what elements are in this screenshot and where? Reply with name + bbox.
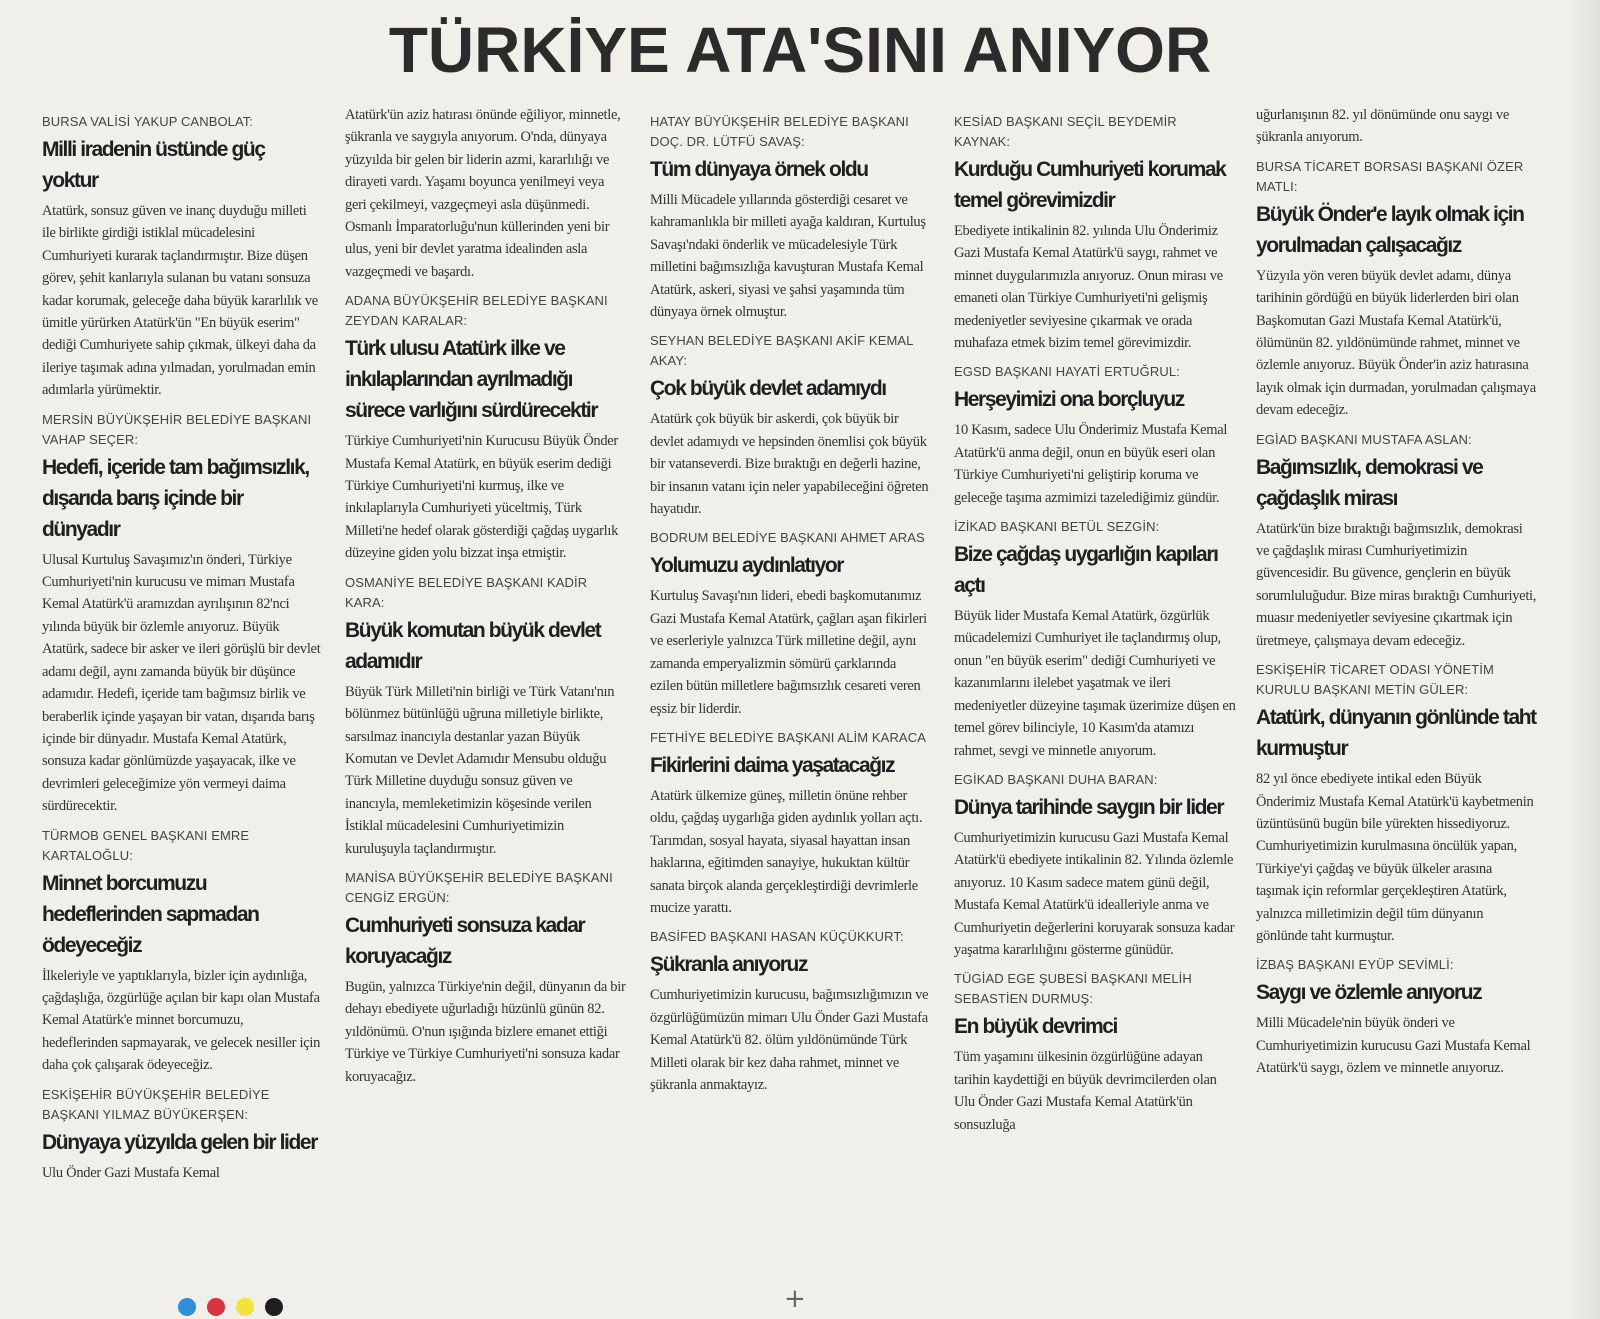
article-title: Hedefi, içeride tam bağımsızlık, dışarıda barış içinde bir dünyadır	[42, 455, 309, 541]
article-body: Milli Mücadele yıllarında gösterdiği cesaret ve kahramanlıkla bir milleti ayağa kaldıran, Kurtuluş Savaşı'ndaki önderlik ve mücadelesiyle Türk milletini bağımsızlığa kavuşturan Mustafa Kemal Atatürk, askeri, siyasi ve şahsi yaşamında tüm dünyaya örnek olmuştur.	[650, 192, 926, 321]
article	[650, 728, 932, 919]
column-4	[954, 104, 1236, 1269]
article-title: Bize çağdaş uygarlığın kapıları açtı	[954, 543, 1218, 598]
article-kicker: İZBAŞ BAŞKANI EYÜP SEVİMLİ:	[1256, 957, 1454, 973]
article-body: Tüm yaşamını ülkesinin özgürlüğüne adayan tarihin kaydettiği en büyük devrimcilerden olan Ulu Önder Gazi Mustafa Kemal Atatürk'ün sonsuzluğa	[954, 1049, 1217, 1133]
article-kicker: EGİKAD BAŞKANI DUHA BARAN:	[954, 771, 1158, 787]
article	[42, 112, 322, 402]
article	[1256, 660, 1538, 947]
article-body: Ulu Önder Gazi Mustafa Kemal	[42, 1164, 220, 1181]
article-body: 82 yıl önce ebediyete intikal eden Büyük Önderimiz Mustafa Kemal Atatürk'ü kaybetmenin üzüntüsünü bugün bile yürekten hissediyoruz. Cumhuriyetimizin kurulmasına öncülük yapan, Türkiye'yi çağdaş ve büyük ülkeler arasına taşımak için reformlar gerçekleştiren Atatürk, yalnızca milletimizin değil tüm dünyanın gönlünde taht kurmuştur.	[1256, 771, 1534, 944]
article	[345, 573, 627, 860]
article-title: Dünyaya yüzyılda gelen bir lider	[42, 1130, 317, 1154]
article-title: Milli iradenin üstünde güç yoktur	[42, 138, 265, 192]
article	[345, 291, 627, 564]
black-registration-dot	[265, 1298, 283, 1316]
article	[42, 826, 322, 1077]
article	[650, 331, 932, 520]
article-body: 10 Kasım, sadece Ulu Önderimiz Mustafa Kemal Atatürk'ü anma değil, onun en büyük eseri olan Türkiye Cumhuriyeti'ni geliştirip koruma ve geleceğe taşıma azmimizi tazelediğimiz gündür.	[954, 422, 1228, 506]
article-kicker: EGSD BAŞKANI HAYATİ ERTUĞRUL:	[954, 364, 1180, 380]
article	[1256, 955, 1538, 1079]
article-title: Dünya tarihinde saygın bir lider	[954, 795, 1224, 819]
magenta-registration-dot	[207, 1298, 225, 1316]
article-body-continued: Atatürk'ün aziz hatırası önünde eğiliyor, minnetle, şükranla ve saygıyla anıyorum. O'nda, dünyaya yüzyılda bir gelen bir liderin azmi, kararlılığı ve dirayeti vardı. Yaşamı boyunca yenilmeyi veya geri çekilmeyi, vazgeçmeyi asla düşünmedi. Osmanlı İmparatorluğu'nun küllerinden yeni bir ulus, yeni bir devlet yaratma idealinden asla vazgeçmedi ve başardı.	[345, 107, 621, 280]
yellow-registration-dot	[236, 1298, 254, 1316]
article-body-continued: uğurlanışının 82. yıl dönümünde onu saygı ve şükranla anıyorum.	[1256, 107, 1510, 146]
article-title: Herşeyimizi ona borçluyuz	[954, 388, 1184, 412]
article-body: Atatürk ülkemize güneş, milletin önüne rehber oldu, çağdaş uygarlığa giden aydınlık yolları açtı. Tarımdan, sosyal hayata, siyasal hayattan insan haklarına, eğitimden sanayiye, hukuktan kültür sanata birçok alanda gerçekleştirdiği devrimlerle mucize yarattı.	[650, 787, 923, 916]
column-1	[42, 104, 322, 1269]
article-body: Milli Mücadele'nin büyük önderi ve Cumhuriyetimizin kurucusu Gazi Mustafa Kemal Atatürk'ü saygı, özlem ve minnetle anıyoruz.	[1256, 1015, 1531, 1077]
article-title: Kurduğu Cumhuriyeti korumak temel görevimizdir	[954, 158, 1226, 212]
article-kicker: TÜRMOB GENEL BAŞKANI EMRE KARTALOĞLU:	[42, 827, 250, 863]
article-body: Atatürk, sonsuz güven ve inanç duyduğu milleti ile birlikte girdiği istiklal mücadelesini Cumhuriyeti kurarak taçlandırmıştır. Bize düşen görev, şehit kanlarıyla sulanan bu vatanı sonsuza kadar korumak, geleceğe daha büyük kararlılık ve ümitle yürürken Atatürk'ün "En büyük eserim" dediği Cumhuriyete sahip çıkmak, ülkeyi daha da ileriye taşımak adına yılmadan, yorulmadan emin adımlarla yürümektir.	[42, 203, 318, 399]
cyan-registration-dot	[178, 1298, 196, 1316]
article-title: Saygı ve özlemle anıyoruz	[1256, 981, 1482, 1005]
article	[954, 362, 1236, 509]
article-kicker: İZİKAD BAŞKANI BETÜL SEZGİN:	[954, 519, 1160, 535]
article-title: Fikirlerini daima yaşatacağız	[650, 753, 895, 777]
article	[42, 1085, 322, 1184]
column-2	[345, 104, 627, 1269]
article-kicker: BASİFED BAŞKANI HASAN KÜÇÜKKURT:	[650, 929, 904, 945]
article-kicker: BURSA VALİSİ YAKUP CANBOLAT:	[42, 114, 254, 129]
article-kicker: MANİSA BÜYÜKŞEHİR BELEDİYE BAŞKANI CENGİZ ERGÜN:	[345, 869, 613, 905]
article-body: İlkeleriyle ve yaptıklarıyla, bizler için aydınlığa, çağdaşlığa, özgürlüğe açılan bir kapı olan Mustafa Kemal Atatürk'e minnet borcumuzu, hedeflerinden sapmayarak, ve gelecek nesiller için daha çok çalışarak ödeyeceğiz.	[42, 967, 321, 1074]
column-3	[650, 104, 932, 1269]
article	[650, 528, 932, 719]
article-kicker: ESKİŞEHİR BÜYÜKŞEHİR BELEDİYE BAŞKANI YILMAZ BÜYÜKERŞEN:	[42, 1086, 270, 1122]
article-kicker: EGİAD BAŞKANI MUSTAFA ASLAN:	[1256, 431, 1472, 447]
article-title: Minnet borcumuzu hedeflerinden sapmadan ödeyeceğiz	[42, 871, 259, 957]
article-title: Çok büyük devlet adamıydı	[650, 377, 886, 401]
article-title: Yolumuzu aydınlatıyor	[650, 554, 844, 578]
article	[345, 104, 627, 283]
article-kicker: SEYHAN BELEDİYE BAŞKANI AKİF KEMAL AKAY:	[650, 333, 914, 369]
article-body: Atatürk çok büyük bir askerdi, çok büyük bir devlet adamıydı ve hepsinden önemlisi çok büyük bir vatanseverdi. Bize bıraktığı en değerli hazine, bir insanın vatanı için neler yapabileceğini öğreten hayatıdır.	[650, 411, 929, 518]
article-body: Bugün, yalnızca Türkiye'nin değil, dünyanın da bir dehayı ebediyete uğurladığı hüzünlü günün 82. yıldönümü. O'nun ışığında bizlere emanet ettiği Türkiye ve Türkiye Cumhuriyeti'ni sonsuza kadar koruyacağız.	[345, 978, 626, 1085]
article	[954, 770, 1236, 961]
article-title: Tüm dünyaya örnek oldu	[650, 158, 868, 181]
article-kicker: FETHİYE BELEDİYE BAŞKANI ALİM KARACA	[650, 729, 926, 745]
article	[954, 517, 1236, 762]
article-title: Atatürk, dünyanın gönlünde taht kurmuştur	[1256, 706, 1536, 761]
article-kicker: BODRUM BELEDİYE BAŞKANI AHMET ARAS	[650, 530, 925, 546]
article-kicker: HATAY BÜYÜKŞEHİR BELEDİYE BAŞKANI DOÇ. DR. LÜTFÜ SAVAŞ:	[650, 114, 909, 149]
article-body: Büyük lider Mustafa Kemal Atatürk, özgürlük mücadelemizi Cumhuriyet ile taçlandırmış olup, onun "en büyük eserim" dediği Cumhuriyeti ve kazanımlarını ilelebet yaşatmak ve ileri medeniyetler düzeyine taşımak üzerimize düşen en temel görev bilinciyle, 10 Kasım'da atamızı rahmet, sevgi ve minnetle anıyorum.	[954, 608, 1236, 759]
article-kicker: ADANA BÜYÜKŞEHİR BELEDİYE BAŞKANI ZEYDAN KARALAR:	[345, 293, 608, 329]
article-body: Büyük Türk Milleti'nin birliği ve Türk Vatanı'nın bölünmez bütünlüğü uğruna milletiyle birlikte, sarsılmaz inancıyla destanlar yazan Büyük Komutan ve Devlet Adamıdır Mensubu olduğu Türk Milletine duyduğu sonsuz güven ve inancıyla, memleketimizin köşesinde verilen İstiklal mücadelesini Cumhuriyetimizin kuruluşuyla taçlandırmıştır.	[345, 683, 615, 857]
article	[650, 927, 932, 1096]
article-body: Atatürk'ün bize bıraktığı bağımsızlık, demokrasi ve çağdaşlık mirası Cumhuriyetimizin güvencesidir. Bu güvence, gençlerin en büyük sorumluluğudur. Bize miras bıraktığı Cumhuriyeti, muasır medeniyetler seviyesine çıkartmak için üretmeye, çalışmaya devam edeceğiz.	[1256, 520, 1537, 649]
page-headline: TÜRKİYE ATA'SINI ANIYOR	[388, 14, 1212, 86]
article	[1256, 104, 1538, 149]
column-5	[1256, 104, 1538, 1269]
article-kicker: TÜGİAD EGE ŞUBESİ BAŞKANI MELİH SEBASTİEN DURMUŞ:	[954, 971, 1192, 1007]
article-title: Bağımsızlık, demokrasi ve çağdaşlık mirası	[1256, 455, 1483, 510]
article	[1256, 430, 1538, 652]
article-body: Ulusal Kurtuluş Savaşımız'ın önderi, Türkiye Cumhuriyeti'nin kurucusu ve mimarı Mustafa Kemal Atatürk'ü aramızdan ayrılışının 82'nci yılında büyük bir özlemle anıyoruz. Büyük Atatürk, sadece bir asker ve ileri görüşlü bir devlet adamı değil, aynı zamanda büyük bir düşünce adamıdır. Hedefi, içeride tam bağımsız birlik ve beraberlik içinde yaşayan bir vatan, dışarıda barış içinde bir dünyadır. Mustafa Kemal Atatürk, sonsuza kadar gönlümüzde yaşayacak, ilke ve devrimleri geleceğimize yön vermeyi daima sürdürecektir.	[42, 551, 321, 815]
article-body: Cumhuriyetimizin kurucusu, bağımsızlığımızın ve özgürlüğümüzün mimarı Ulu Önder Gazi Mustafa Kemal Atatürk'ü 82. ölüm yıldönümünde Türk Milleti olarak bir kez daha rahmet, minnet ve şükranla anmaktayız.	[650, 987, 929, 1093]
article-body: Yüzyıla yön veren büyük devlet adamı, dünya tarihinin gördüğü en büyük liderlerden biri olan Başkomutan Gazi Mustafa Kemal Atatürk'ü, ölümünün 82. yıldönümünde rahmet, minnet ve özlemle anıyoruz. Büyük Önder'in aziz hatırasına layık olmak için durmadan, yorulmadan çalışmaya devam edeceğiz.	[1256, 267, 1536, 419]
article-title: En büyük devrimci	[954, 1015, 1117, 1039]
article	[650, 112, 932, 323]
page-edge	[1572, 0, 1600, 1319]
article	[42, 410, 322, 818]
article-body: Ebediyete intikalinin 82. yılında Ulu Önderimiz Gazi Mustafa Kemal Atatürk'ü saygı, rahmet ve minnet duygularımızla anıyoruz. Onun mirası ve emaneti olan Türkiye Cumhuriyeti'ni gelişmiş medeniyetler seviyesine çıkarmak ve orada muhafaza etmek bizim temel görevimizdir.	[954, 223, 1223, 352]
article-title: Büyük komutan büyük devlet adamıdır	[345, 618, 601, 673]
article-title: Büyük Önder'e layık olmak için yorulmadan çalışacağız	[1256, 202, 1524, 257]
article-kicker: MERSİN BÜYÜKŞEHİR BELEDİYE BAŞKANI VAHAP SEÇER:	[42, 411, 312, 447]
article-title: Türk ulusu Atatürk ilke ve inkılaplarından ayrılmadığı sürece varlığını sürdürecektir	[345, 337, 598, 423]
crosshair-icon: +	[784, 1284, 806, 1314]
article-kicker: OSMANİYE BELEDİYE BAŞKANI KADİR KARA:	[345, 574, 588, 610]
article-kicker: ESKİŞEHİR TİCARET ODASI YÖNETİM KURULU BAŞKANI METİN GÜLER:	[1256, 662, 1494, 698]
article-title: Şükranla anıyoruz	[650, 953, 808, 977]
print-registration-marks	[0, 1276, 1600, 1319]
article-body: Türkiye Cumhuriyeti'nin Kurucusu Büyük Önder Mustafa Kemal Atatürk, en büyük eserim dediği Türkiye Cumhuriyeti'ni kurmuş, ilke ve inkılaplarıyla Cumhuriyeti yüceltmiş, Türk Milleti'ne hedef olarak gösterdiği çağdaş uygarlık düzeyine giden yolu bizzat inşa etmiştir.	[345, 433, 619, 562]
article-title: Cumhuriyeti sonsuza kadar koruyacağız	[345, 913, 585, 968]
article-kicker: BURSA TİCARET BORSASI BAŞKANI ÖZER MATLI:	[1256, 158, 1524, 194]
article-body: Cumhuriyetimizin kurucusu Gazi Mustafa Kemal Atatürk'ü ebediyete intikalinin 82. Yılında özlemle anıyoruz. 10 Kasım sadece matem günü değil, Mustafa Kemal Atatürk'ü idealleriyle anma ve Cumhuriyetin değerlerini koruyarak sonsuza kadar yaşatma kararlılığını gösterme günüdür.	[954, 829, 1235, 958]
article	[1256, 157, 1538, 422]
article-body: Kurtuluş Savaşı'nın lideri, ebedi başkomutanımız Gazi Mustafa Kemal Atatürk, çağları aşan fikirleri ve eserleriyle yalnızca Türk milletine değil, aynı zamanda emperyalizmin sömürü çarklarında ezilen bütün milletlere bağımsızlık cesareti veren eşsiz bir liderdir.	[650, 588, 927, 717]
article-kicker: KESİAD BAŞKANI SEÇİL BEYDEMİR KAYNAK:	[954, 114, 1177, 149]
article	[345, 868, 627, 1088]
article	[954, 112, 1236, 354]
article	[954, 969, 1236, 1136]
